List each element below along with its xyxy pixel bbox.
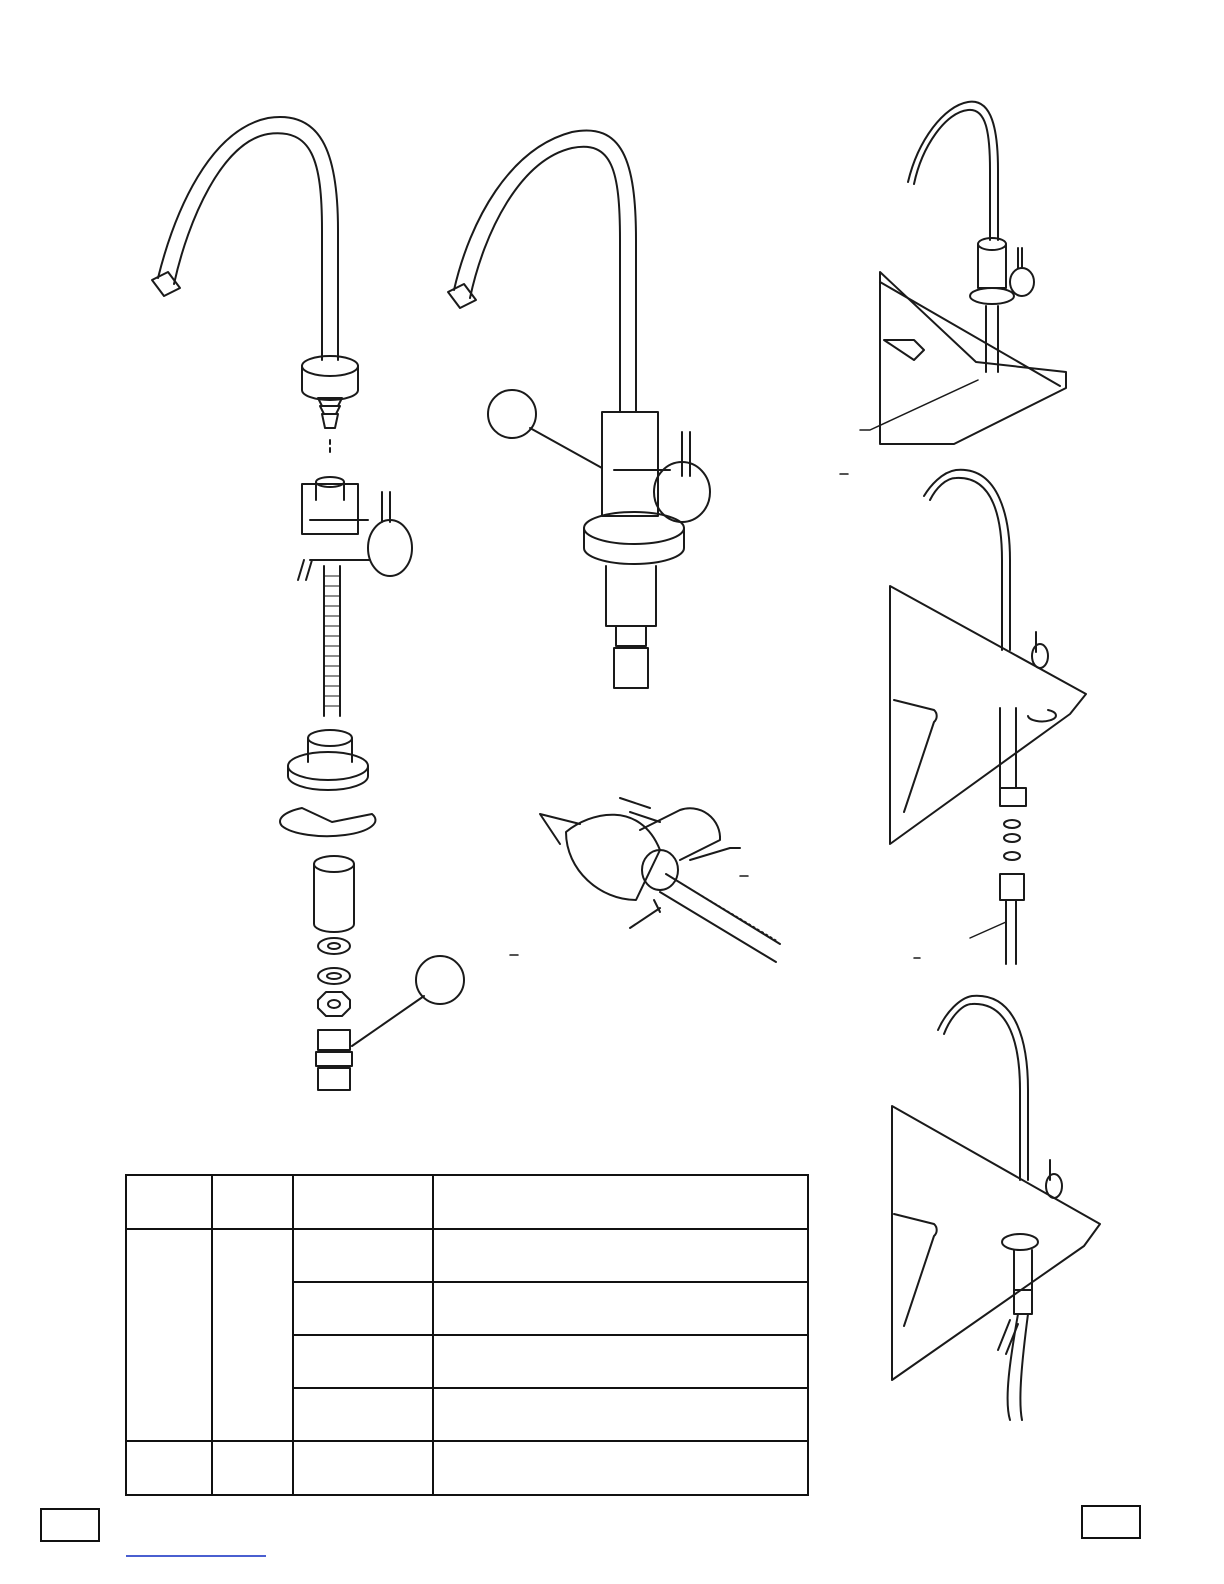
table-cell <box>212 1441 293 1495</box>
table-cell <box>433 1229 808 1282</box>
spout-collar-icon <box>302 356 358 400</box>
exploded-faucet-view <box>152 117 464 1090</box>
c-washer-icon <box>280 808 375 836</box>
table-cell <box>126 1229 212 1441</box>
callout-assembled-bubble <box>488 390 536 438</box>
table-cell <box>293 1175 433 1229</box>
install-step-2-view <box>890 470 1086 964</box>
page-number-tab-right <box>1081 1505 1141 1539</box>
table-cell <box>126 1175 212 1229</box>
table-cell <box>126 1441 212 1495</box>
callout-assembled-leader <box>530 428 602 468</box>
assembled-faucet-view <box>448 130 710 688</box>
table-cell <box>433 1175 808 1229</box>
table-row <box>126 1441 808 1495</box>
table-cell <box>433 1282 808 1335</box>
footer-link[interactable] <box>126 1555 266 1557</box>
table-cell <box>293 1388 433 1441</box>
table-cell <box>293 1229 433 1282</box>
spout-icon <box>152 117 338 360</box>
install-step-3-view <box>892 996 1100 1420</box>
base-flange-icon <box>288 730 368 790</box>
table-cell <box>433 1335 808 1388</box>
table-cell <box>293 1441 433 1495</box>
valve-body-icon <box>298 477 412 580</box>
table-row <box>126 1229 808 1282</box>
lock-washer-icon <box>318 968 350 984</box>
table-cell <box>212 1229 293 1441</box>
table-cell <box>433 1388 808 1441</box>
callout-fitting-leader <box>352 996 424 1046</box>
spacer-sleeve-icon <box>314 856 354 932</box>
table-cell <box>433 1441 808 1495</box>
table-cell <box>293 1282 433 1335</box>
table-header-row <box>126 1175 808 1229</box>
page-number-tab-left <box>40 1508 100 1542</box>
valve-closeup-view <box>510 798 780 962</box>
parts-table <box>125 1174 809 1496</box>
table-cell <box>212 1175 293 1229</box>
quick-connect-fitting-icon <box>316 1030 352 1090</box>
threaded-shank-icon <box>324 566 340 716</box>
table-cell <box>293 1335 433 1388</box>
install-step-1-view <box>840 102 1066 474</box>
barbed-adapter-icon <box>318 398 342 428</box>
hex-nut-icon <box>318 992 350 1016</box>
flat-washer-icon <box>318 938 350 954</box>
